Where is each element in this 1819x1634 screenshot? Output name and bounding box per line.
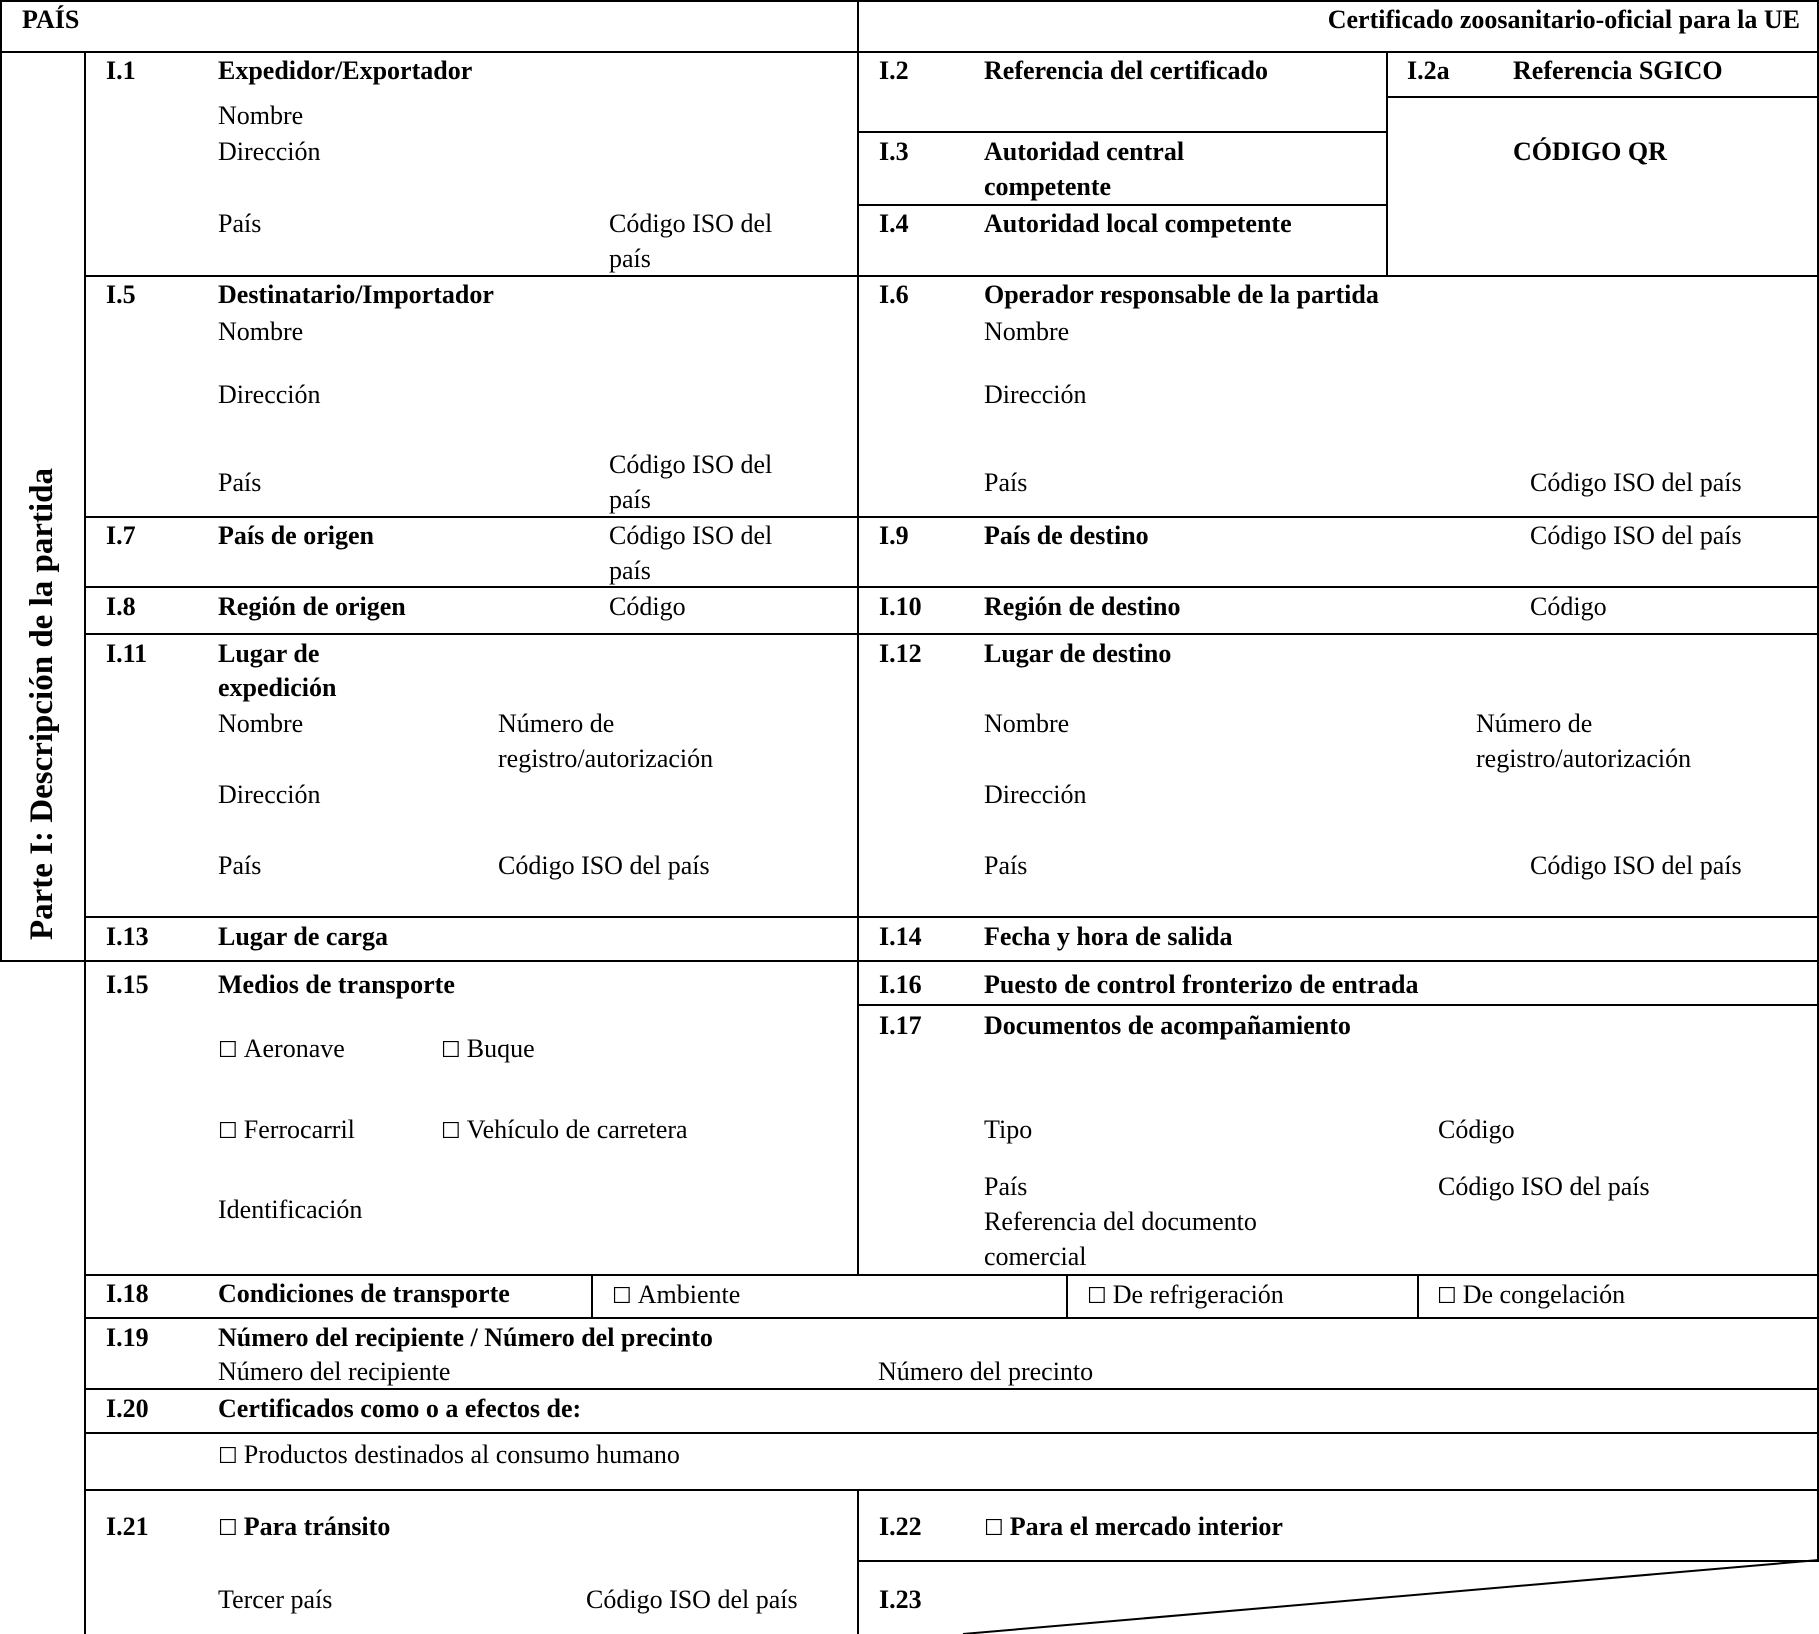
i4-title: Autoridad local competente [984, 209, 1292, 238]
i18-title: Condiciones de transporte [218, 1279, 510, 1308]
checkbox-icon[interactable]: ☐ [984, 1516, 1004, 1541]
i7-code: I.7 [106, 521, 136, 550]
i11-iso-label: Código ISO del país [498, 851, 710, 880]
i7-iso-label: Código ISO del [609, 521, 773, 550]
i15-option-ship-label: Buque [466, 1034, 535, 1063]
i23-code: I.23 [879, 1585, 922, 1614]
i5-country-label: País [218, 468, 262, 497]
i21-option-transit[interactable] [218, 1510, 390, 1546]
i3-title-2: competente [984, 172, 1112, 201]
i19-container-label: Número del recipiente [218, 1357, 451, 1386]
i18-option-ambient[interactable] [612, 1278, 740, 1314]
i8-code: I.8 [106, 592, 136, 621]
i5-code: I.5 [106, 280, 136, 309]
i12-code: I.12 [879, 639, 922, 668]
i20-option-human-consumption[interactable] [218, 1438, 680, 1474]
i11-reg-label: Número de [498, 709, 615, 738]
i22-title: Para el mercado interior [1009, 1512, 1283, 1541]
i15-option-rail[interactable] [218, 1113, 355, 1149]
header-country: PAÍS [22, 5, 80, 34]
i6-code: I.6 [879, 280, 909, 309]
i1-address-label: Dirección [218, 137, 321, 166]
i4-code: I.4 [879, 209, 909, 238]
part-title-text: Parte I: Descripción de la partida [24, 467, 60, 940]
i17-reference-label: Referencia del documento [984, 1207, 1257, 1236]
i9-title: País de destino [984, 521, 1149, 550]
i15-option-rail-label: Ferrocarril [243, 1115, 355, 1144]
i14-title: Fecha y hora de salida [984, 922, 1233, 951]
checkbox-icon[interactable]: ☐ [218, 1516, 238, 1541]
i14-code: I.14 [879, 922, 922, 951]
i15-option-road[interactable] [441, 1113, 688, 1149]
checkbox-icon[interactable]: ☐ [441, 1119, 461, 1144]
i10-code-label: Código [1530, 592, 1607, 621]
i12-address-label: Dirección [984, 780, 1087, 809]
i2a-title: Referencia SGICO [1513, 56, 1723, 85]
i1-iso-label: Código ISO del [609, 209, 773, 238]
i12-country-label: País [984, 851, 1028, 880]
i10-code: I.10 [879, 592, 922, 621]
i1-country-label: País [218, 209, 262, 238]
i19-code: I.19 [106, 1323, 149, 1352]
i19-seal-label: Número del precinto [878, 1357, 1094, 1386]
checkbox-icon[interactable]: ☐ [441, 1038, 461, 1063]
i20-option-human-consumption-label: Productos destinados al consumo humano [243, 1440, 680, 1469]
i15-option-road-label: Vehículo de carretera [466, 1115, 688, 1144]
i21-iso-label: Código ISO del país [586, 1585, 798, 1614]
i3-title: Autoridad central [984, 137, 1185, 166]
i9-iso-label: Código ISO del país [1530, 521, 1742, 550]
i6-address-label: Dirección [984, 380, 1087, 409]
i6-title: Operador responsable de la partida [984, 280, 1379, 309]
i20-title: Certificados como o a efectos de: [218, 1394, 582, 1423]
checkbox-icon[interactable]: ☐ [218, 1444, 238, 1469]
i5-iso-label: Código ISO del [609, 450, 773, 479]
i22-code: I.22 [879, 1512, 922, 1541]
i12-reg-label: Número de [1476, 709, 1593, 738]
checkbox-icon[interactable]: ☐ [218, 1119, 238, 1144]
i6-country-label: País [984, 468, 1028, 497]
header-title: Certificado zoosanitario-oficial para la UE [1327, 5, 1800, 34]
i18-option-ambient-label: Ambiente [637, 1280, 741, 1309]
i6-iso-label: Código ISO del país [1530, 468, 1742, 497]
i15-option-aircraft[interactable] [218, 1032, 345, 1068]
i1-iso-label-2: país [609, 244, 651, 273]
i13-code: I.13 [106, 922, 149, 951]
i16-title: Puesto de control fronterizo de entrada [984, 970, 1419, 999]
i13-title: Lugar de carga [218, 922, 388, 951]
checkbox-icon[interactable]: ☐ [1437, 1284, 1457, 1309]
i5-iso-label-2: país [609, 485, 651, 514]
i7-iso-label-2: país [609, 556, 651, 585]
i17-title: Documentos de acompañamiento [984, 1011, 1351, 1040]
i12-reg-label-2: registro/autorización [1476, 744, 1692, 773]
i8-code-label: Código [609, 592, 686, 621]
i2a-code: I.2a [1407, 56, 1450, 85]
i19-title: Número del recipiente / Número del precinto [218, 1323, 713, 1352]
i17-reference-label-2: comercial [984, 1242, 1087, 1271]
i11-title-2: expedición [218, 673, 337, 702]
i9-code: I.9 [879, 521, 909, 550]
i20-code: I.20 [106, 1394, 149, 1423]
i15-option-aircraft-label: Aeronave [243, 1034, 345, 1063]
i22-option-internal-market[interactable] [984, 1510, 1283, 1546]
i17-country-label: País [984, 1172, 1028, 1201]
i21-code: I.21 [106, 1512, 149, 1541]
i16-code: I.16 [879, 970, 922, 999]
i18-option-frozen[interactable] [1437, 1278, 1625, 1314]
i15-identification-label: Identificación [218, 1195, 363, 1224]
i11-name-label: Nombre [218, 709, 304, 738]
i3-code: I.3 [879, 137, 909, 166]
i18-option-chilled-label: De refrigeración [1112, 1280, 1284, 1309]
i11-title: Lugar de [218, 639, 320, 668]
i1-code: I.1 [106, 56, 136, 85]
i18-code: I.18 [106, 1279, 149, 1308]
i5-title: Destinatario/Importador [218, 280, 494, 309]
i21-title: Para tránsito [243, 1512, 391, 1541]
i10-title: Región de destino [984, 592, 1181, 621]
i15-option-ship[interactable] [441, 1032, 535, 1068]
i2a-qr-code: CÓDIGO QR [1513, 137, 1667, 166]
i5-address-label: Dirección [218, 380, 321, 409]
i12-name-label: Nombre [984, 709, 1070, 738]
i1-name-label: Nombre [218, 101, 304, 130]
i8-title: Región de origen [218, 592, 406, 621]
checkbox-icon[interactable]: ☐ [612, 1284, 632, 1309]
i17-code-label: Código [1438, 1115, 1515, 1144]
i2-title: Referencia del certificado [984, 56, 1268, 85]
i15-title: Medios de transporte [218, 970, 455, 999]
i11-address-label: Dirección [218, 780, 321, 809]
i1-title: Expedidor/Exportador [218, 56, 473, 85]
i17-iso-label: Código ISO del país [1438, 1172, 1650, 1201]
i18-option-chilled[interactable] [1087, 1278, 1284, 1314]
i7-title: País de origen [218, 521, 374, 550]
i12-iso-label: Código ISO del país [1530, 851, 1742, 880]
i12-title: Lugar de destino [984, 639, 1172, 668]
i11-country-label: País [218, 851, 262, 880]
i11-code: I.11 [106, 639, 148, 668]
i17-code: I.17 [879, 1011, 922, 1040]
i2-code: I.2 [879, 56, 909, 85]
i17-type-label: Tipo [984, 1115, 1033, 1144]
i15-code: I.15 [106, 970, 149, 999]
i18-option-frozen-label: De congelación [1462, 1280, 1626, 1309]
i11-reg-label-2: registro/autorización [498, 744, 714, 773]
i21-third-country-label: Tercer país [218, 1585, 333, 1614]
i6-name-label: Nombre [984, 317, 1070, 346]
checkbox-icon[interactable]: ☐ [1087, 1284, 1107, 1309]
i5-name-label: Nombre [218, 317, 304, 346]
checkbox-icon[interactable]: ☐ [218, 1038, 238, 1063]
